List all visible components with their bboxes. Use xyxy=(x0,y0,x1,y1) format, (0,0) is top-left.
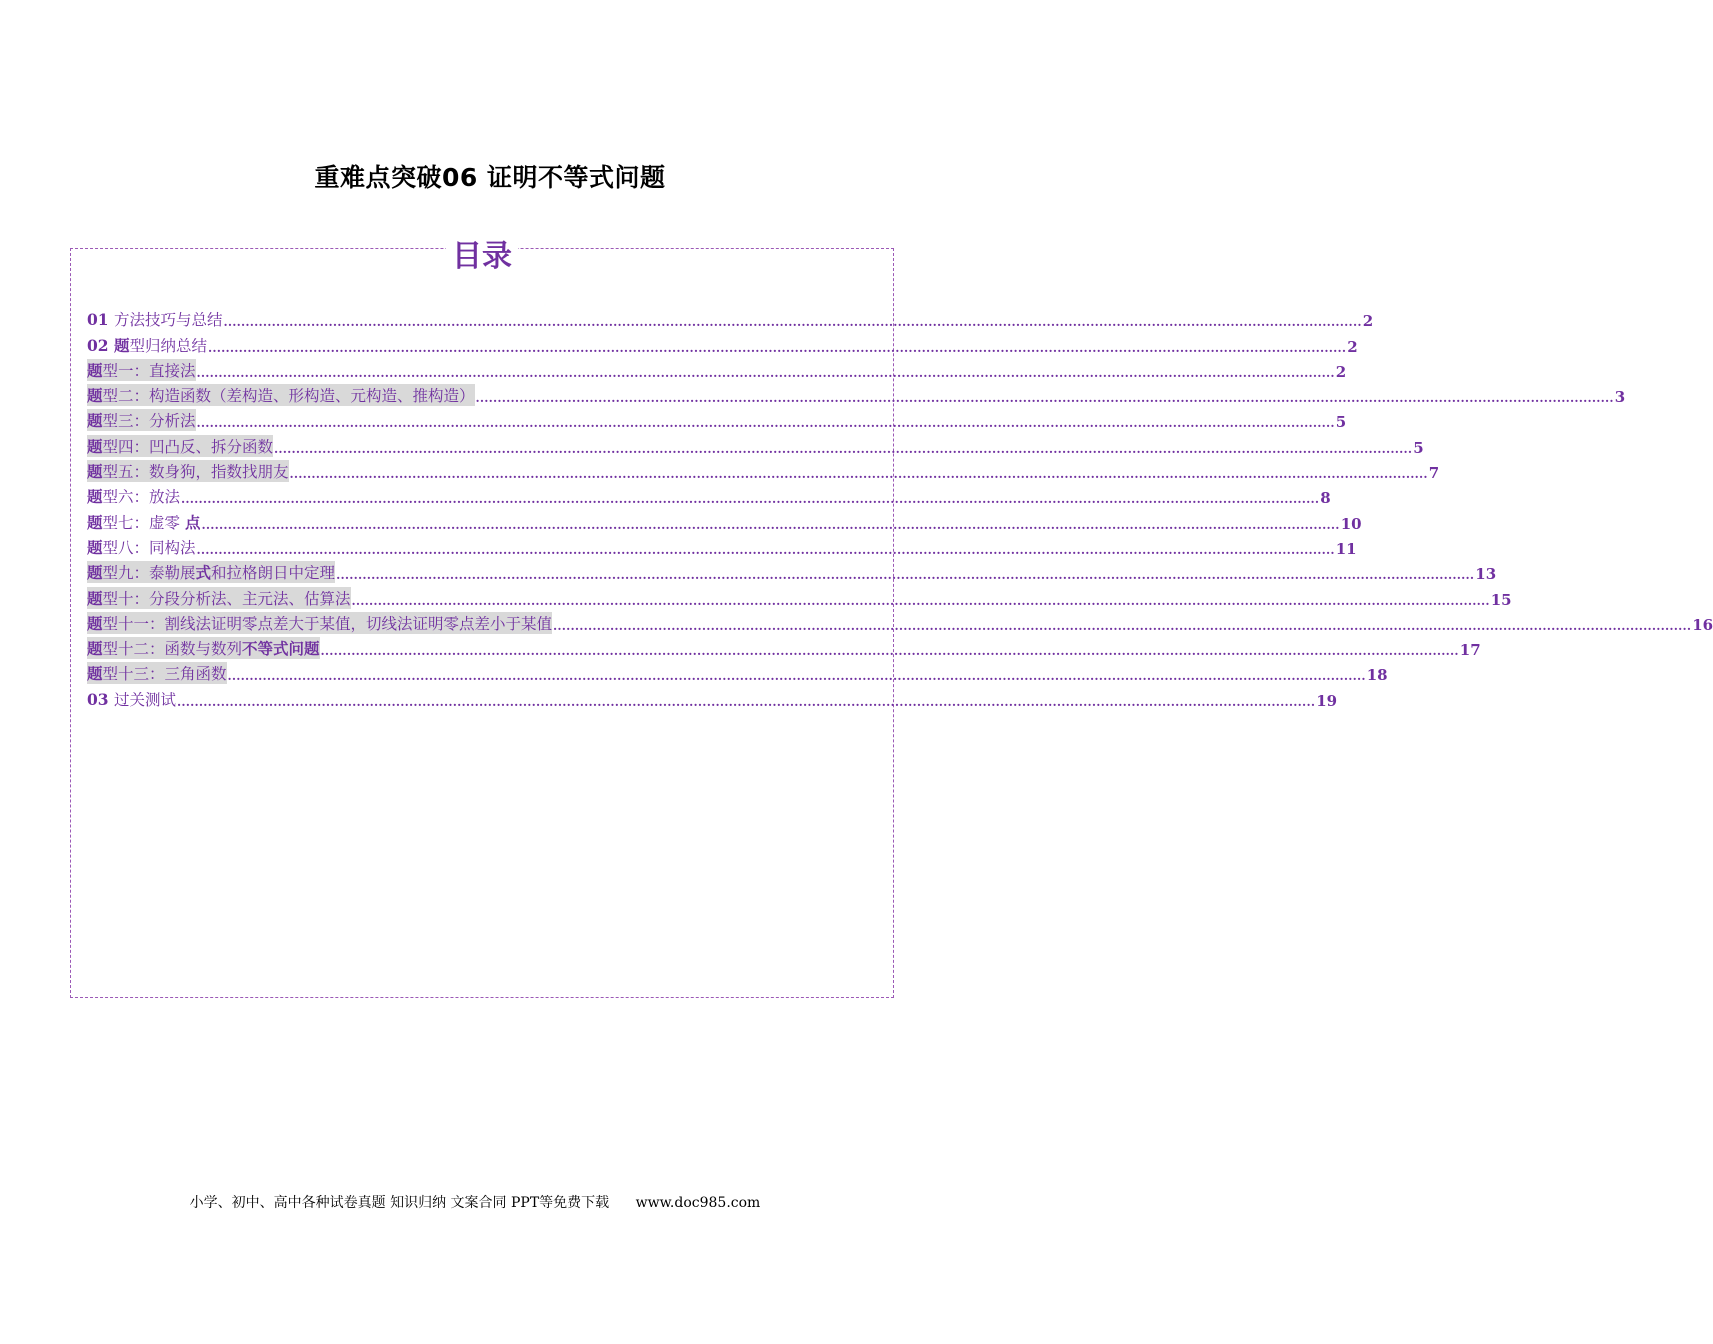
toc-entry-bold: 点 xyxy=(184,513,201,532)
footer-url[interactable]: www.doc985.com xyxy=(635,1195,761,1211)
toc-entry-bold: 式 xyxy=(195,564,212,583)
toc-entry[interactable] xyxy=(87,305,1374,331)
toc-entry-label xyxy=(87,637,320,659)
toc-entry-number: 02 xyxy=(87,335,114,355)
toc-page-number: 2 xyxy=(1362,312,1374,331)
toc-entry[interactable] xyxy=(87,659,1388,685)
toc-entry-text: 型归纳总结 xyxy=(129,336,207,355)
toc-page-number: 10 xyxy=(1340,514,1362,533)
toc-entry-label xyxy=(87,435,273,457)
toc-page-number: 5 xyxy=(1413,438,1424,457)
toc-leader-dots: .................................................................................................................................................................................................................................................................... xyxy=(223,315,1362,330)
toc-leader-dots: .................................................................................................................................................................................................................................................................... xyxy=(289,467,1428,482)
toc-entry[interactable] xyxy=(87,684,1338,710)
toc-entry-text: 型四：凹凸反、拆分函数 xyxy=(102,437,274,456)
toc-entry[interactable] xyxy=(87,634,1481,660)
toc-entry-text: 型十：分段分析法、主元法、估算法 xyxy=(102,589,351,608)
toc-entry-label xyxy=(87,384,475,406)
toc-entry-bold: 题 xyxy=(87,589,103,608)
toc-leader-dots: .................................................................................................................................................................................................................................................................... xyxy=(196,365,1335,380)
toc-entry-text: 型二：构造函数（差构造、形构造、元构造、推构造） xyxy=(102,387,475,406)
toc-page-number: 13 xyxy=(1475,565,1497,584)
toc-entry-text: 型十二：函数与数列 xyxy=(102,640,243,659)
toc-entry-label xyxy=(87,485,180,507)
toc-entry[interactable] xyxy=(87,431,1424,457)
toc-entry-text: 型十三：三角函数 xyxy=(102,665,227,684)
toc-entry-label xyxy=(87,511,200,533)
toc-entry-text: 和拉格朗日中定理 xyxy=(211,564,336,583)
toc-entry-bold: 题 xyxy=(87,513,103,532)
toc-page-number: 15 xyxy=(1490,590,1512,609)
toc-entry-text: 方法技巧与总结 xyxy=(113,311,223,330)
toc-entry-text: 型八：同构法 xyxy=(102,538,196,557)
toc-entry[interactable] xyxy=(87,507,1362,533)
toc-entry-label xyxy=(87,334,207,356)
toc-entry[interactable] xyxy=(87,583,1512,609)
toc-entry-label xyxy=(87,308,222,330)
toc-page-number: 7 xyxy=(1428,464,1440,483)
toc-leader-dots: .................................................................................................................................................................................................................................................................... xyxy=(553,618,1692,633)
toc-entry-label xyxy=(87,359,196,381)
toc-leader-dots: .................................................................................................................................................................................................................................................................... xyxy=(196,416,1335,431)
toc-page-number: 2 xyxy=(1347,337,1358,356)
toc-leader-dots: .................................................................................................................................................................................................................................................................... xyxy=(227,669,1366,684)
footer-text: 小学、初中、高中各种试卷真题 知识归纳 文案合同 PPT等免费下载 xyxy=(189,1195,610,1211)
toc-heading xyxy=(71,231,893,275)
toc-entry-bold: 题 xyxy=(87,412,103,431)
toc-entry-text: 型五：数身狗，指数找朋友 xyxy=(102,463,289,482)
toc-page-number: 18 xyxy=(1366,666,1388,685)
toc-leader-dots: .................................................................................................................................................................................................................................................................... xyxy=(351,593,1490,608)
toc-entry[interactable] xyxy=(87,482,1331,508)
toc-entry-text: 过关测试 xyxy=(113,690,176,709)
toc-entry-bold: 题 xyxy=(87,640,103,659)
page-title: 重难点突破06 证明不等式问题 xyxy=(314,163,666,192)
toc-entry-text: 型三：分析法 xyxy=(102,412,196,431)
toc-leader-dots: .................................................................................................................................................................................................................................................................... xyxy=(181,492,1320,507)
toc-entry-bold: 题 xyxy=(87,361,103,380)
toc-entry-bold: 题 xyxy=(87,564,103,583)
toc-leader-dots: .................................................................................................................................................................................................................................................................... xyxy=(196,542,1335,557)
toc-entry-text: 型一：直接法 xyxy=(102,361,196,380)
toc-leader-dots: .................................................................................................................................................................................................................................................................... xyxy=(274,441,1413,456)
toc-entry-label xyxy=(87,662,227,684)
toc-heading-text: 目录 xyxy=(446,239,518,274)
toc-entry-bold: 题 xyxy=(87,538,103,557)
toc-entry-text: 型九：泰勒展 xyxy=(102,564,196,583)
toc-entry[interactable] xyxy=(87,330,1358,356)
toc-entry[interactable] xyxy=(87,381,1626,407)
toc-leader-dots: .................................................................................................................................................................................................................................................................... xyxy=(320,644,1459,659)
toc-entry-text: 型六：放法 xyxy=(102,488,181,507)
toc-entry[interactable] xyxy=(87,558,1497,584)
toc-entry[interactable] xyxy=(87,533,1357,558)
toc-entry-label xyxy=(87,460,289,482)
toc-entry-bold: 题 xyxy=(87,463,103,482)
toc-entry[interactable] xyxy=(87,406,1347,432)
toc-entry-text: 型十一：割线法证明零点差大于某值，切线法证明零点差小于某值 xyxy=(102,614,553,633)
toc-entry[interactable] xyxy=(87,356,1347,381)
toc-list xyxy=(87,305,1713,710)
toc-entry-label xyxy=(87,409,196,431)
toc-leader-dots: .................................................................................................................................................................................................................................................................... xyxy=(475,391,1614,406)
toc-entry-bold: 题 xyxy=(87,488,103,507)
toc-entry[interactable] xyxy=(87,609,1713,634)
toc-box xyxy=(70,239,1713,998)
toc-page-number: 16 xyxy=(1692,615,1713,634)
toc-leader-dots: .................................................................................................................................................................................................................................................................... xyxy=(176,694,1316,709)
toc-entry-number: 03 xyxy=(87,689,114,709)
toc-leader-dots: .................................................................................................................................................................................................................................................................... xyxy=(208,340,1347,355)
toc-leader-dots: .................................................................................................................................................................................................................................................................... xyxy=(336,568,1475,583)
footer xyxy=(0,1192,950,1212)
toc-entry-bold: 不等式问题 xyxy=(242,640,320,659)
toc-page-number: 19 xyxy=(1316,691,1338,710)
toc-leader-dots: .................................................................................................................................................................................................................................................................... xyxy=(201,517,1340,532)
toc-page-number: 8 xyxy=(1320,489,1331,508)
toc-entry-label xyxy=(87,561,335,583)
toc-entry-label xyxy=(87,587,351,609)
toc-entry-bold: 题 xyxy=(87,437,103,456)
toc-entry-bold: 题 xyxy=(87,614,103,633)
toc-entry-label xyxy=(87,536,196,558)
toc-entry-bold: 题 xyxy=(113,336,130,355)
toc-entry-bold: 题 xyxy=(87,387,103,406)
toc-entry-label xyxy=(87,612,552,634)
toc-entry[interactable] xyxy=(87,457,1440,483)
toc-entry-bold: 题 xyxy=(87,665,103,684)
toc-page-number: 17 xyxy=(1459,641,1481,660)
toc-entry-number: 01 xyxy=(87,310,114,330)
toc-page-number: 5 xyxy=(1335,413,1347,432)
toc-page-number: 3 xyxy=(1614,388,1626,407)
toc-entry-text: 型七：虚零 xyxy=(102,513,185,532)
toc-page-number: 2 xyxy=(1335,362,1347,381)
toc-entry-label xyxy=(87,688,176,710)
toc-page-number: 11 xyxy=(1335,539,1357,558)
